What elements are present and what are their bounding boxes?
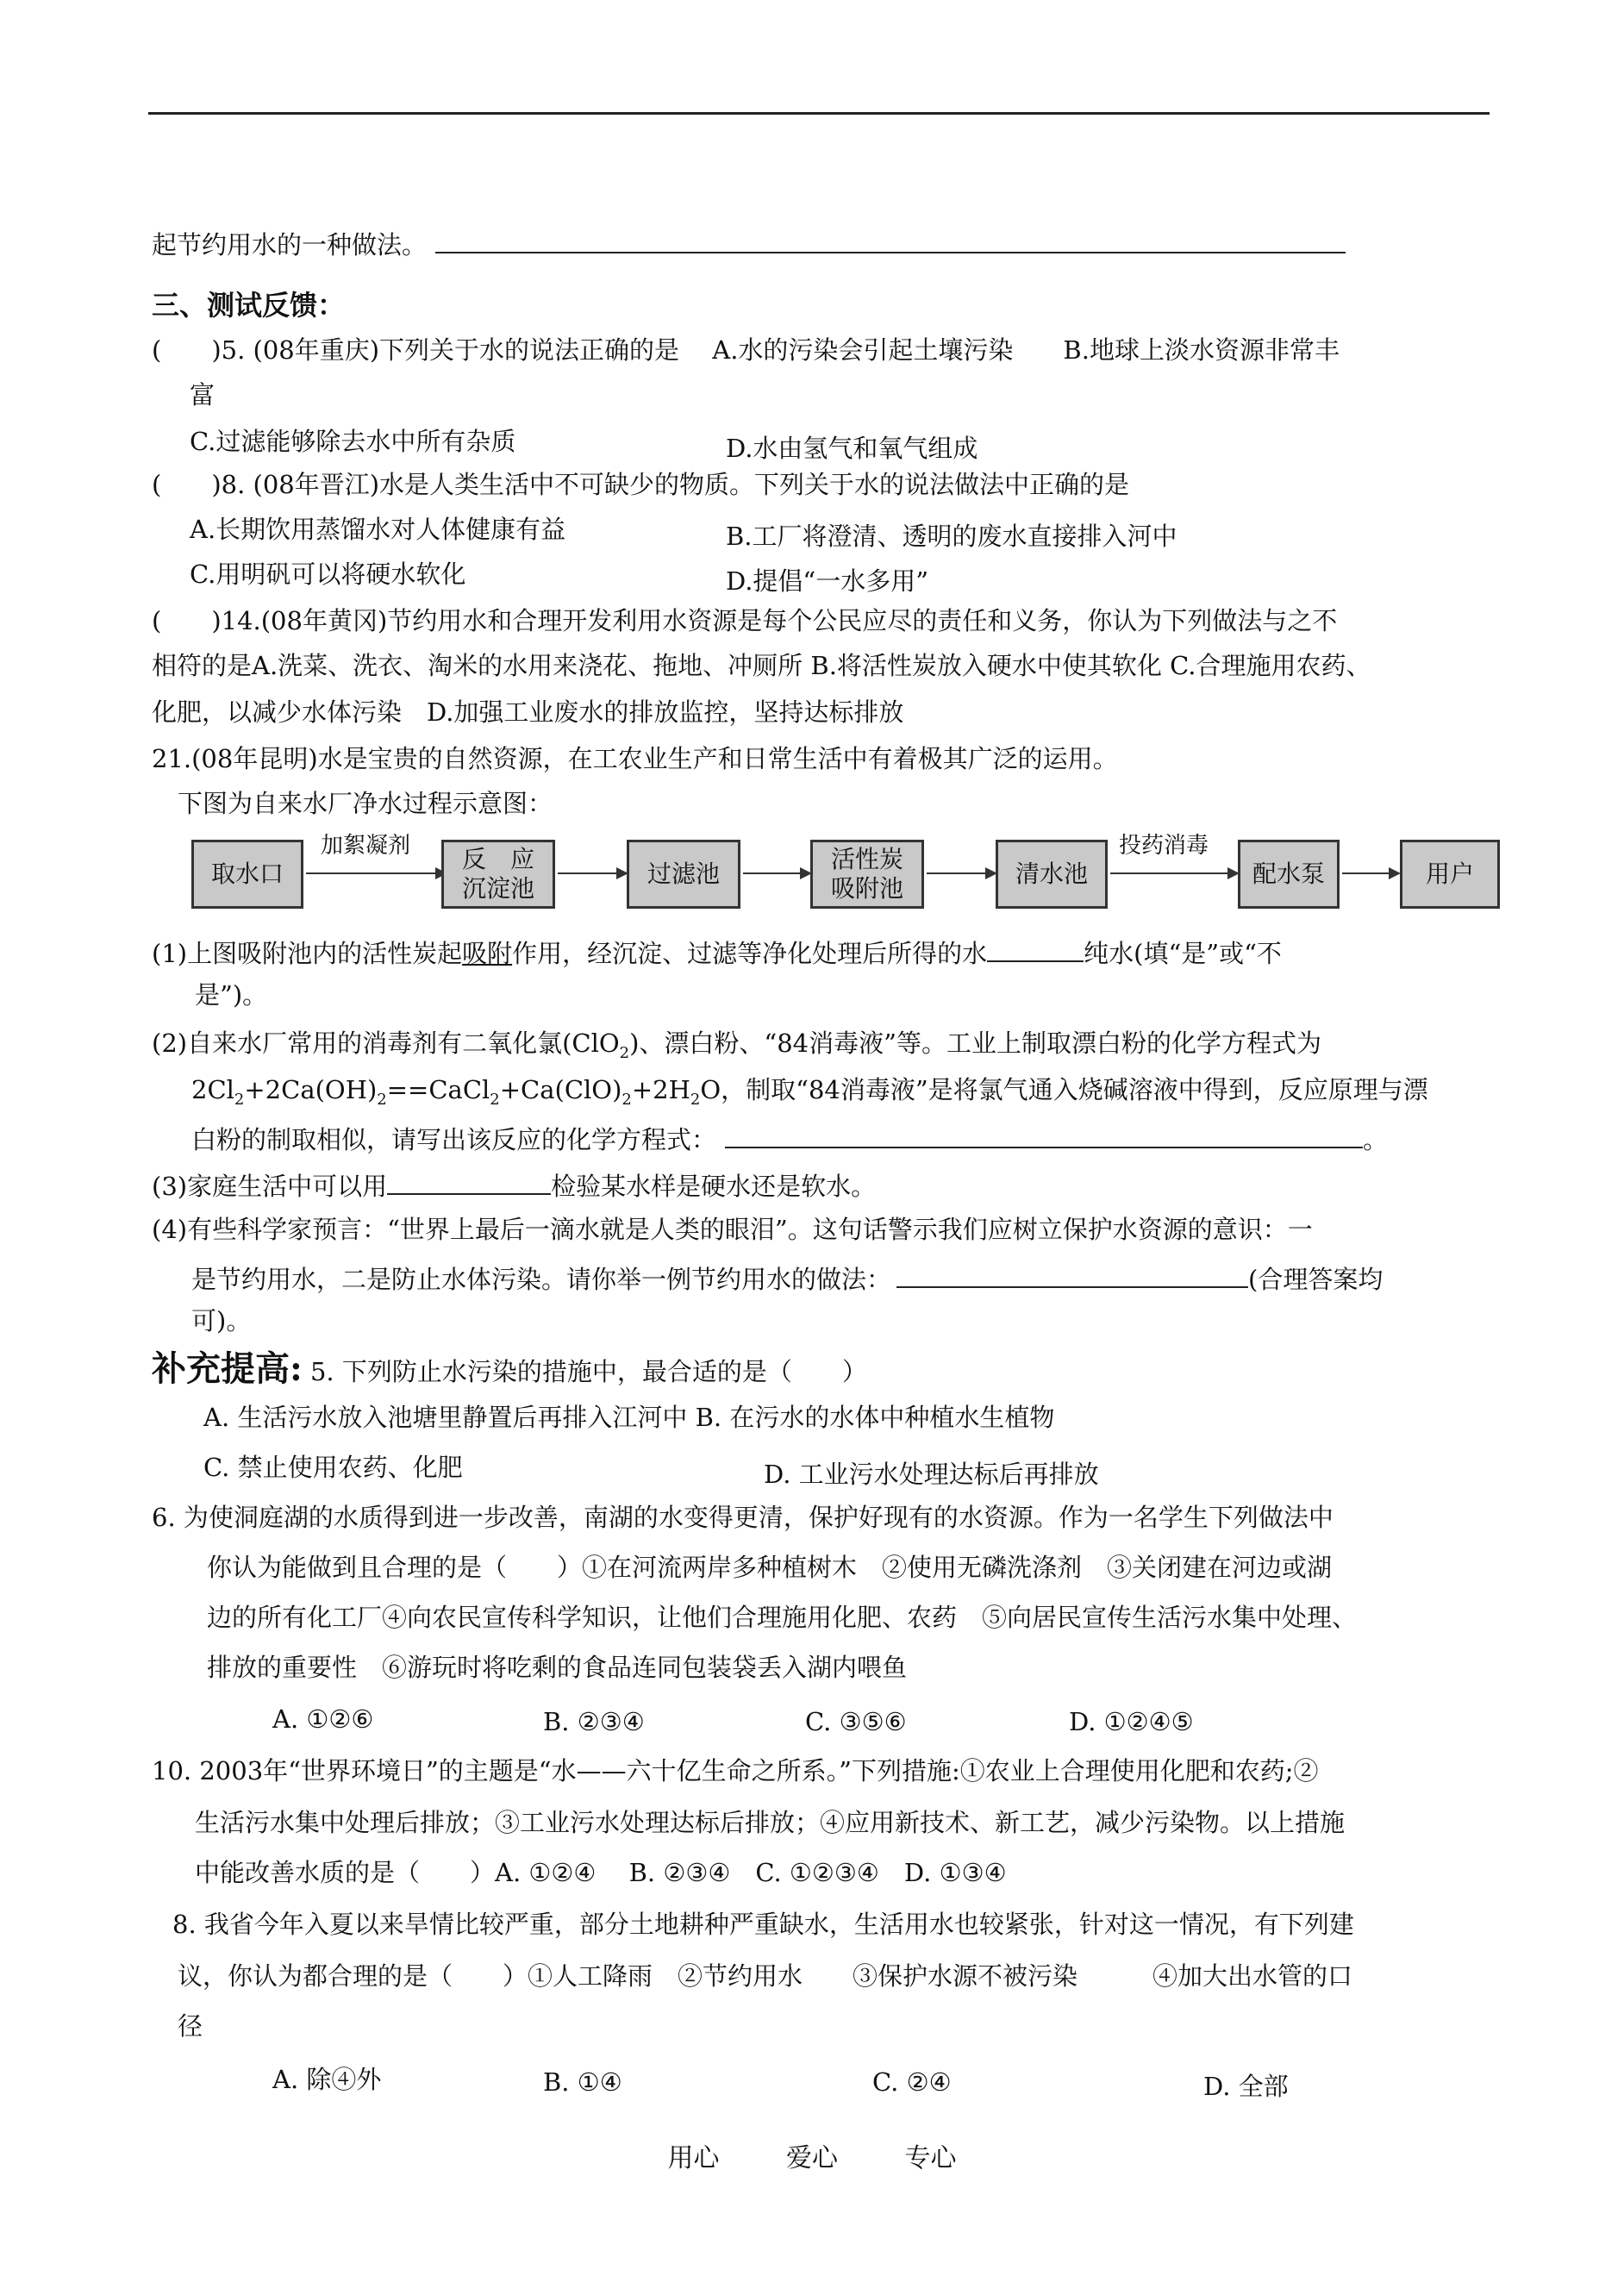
header-rule [148,112,1490,115]
flow-box-clear-water: 清水池 [996,840,1108,909]
water-treatment-flow-diagram [191,831,1474,919]
question-21-part2-line3: 白粉的制取相似，请写出该反应的化学方程式： 。 [191,1125,1389,1154]
supplement-q5-option-d: D. 工业污水处理达标后再排放 [764,1460,1099,1489]
answer-blank [896,1264,1248,1288]
question-5-option-c: C.过滤能够除去水中所有杂质 [190,427,516,456]
answer-blank [725,1124,1363,1148]
flow-arrow [1110,872,1238,874]
question-14-line2: 相符的是A.洗菜、洗衣、淘米的水用来浇花、拖地、冲厕所 B.将活性炭放入硬水中使其软化 C.合理施用农药、 [152,651,1371,680]
supplement-q10-line3: 中能改善水质的是（ ）A. ①②④ B. ②③④ C. ①②③④ D. ①③④ [195,1858,1007,1887]
supplement-q6-line4: 排放的重要性 ⑥游玩时将吃剩的食品连同包装袋丢入湖内喂鱼 [207,1653,908,1682]
supplement-q6-line3: 边的所有化工厂④向农民宣传科学知识，让他们合理施用化肥、农药 ⑤向居民宣传生活污水集中处理、 [207,1603,1358,1632]
question-21-part2-line1: (2)自来水厂常用的消毒剂有二氧化氯(ClO$_2$)、漂白粉、“84消毒液”等。工业上制取漂白粉的化学方程式为 [152,1029,1321,1062]
flow-arrow [558,872,627,874]
footer-motto: 爱心 [786,2143,838,2173]
question-21-part4-line1: (4)有些科学家预言：“世界上最后一滴水就是人类的眼泪”。这句话警示我们应树立保护水资源的意识：一 [152,1215,1313,1244]
flow-box-intake: 取水口 [191,840,303,909]
flow-arrow [743,872,810,874]
flow-box-pump: 配水泵 [1238,840,1340,909]
question-21-line2: 下图为自来水厂净水过程示意图： [178,789,553,818]
supplement-q8-option-c: C. ②④ [872,2067,952,2097]
flow-box-filter: 过滤池 [627,840,740,909]
continued-line: 起节约用水的一种做法。 [152,229,1346,258]
question-5-line1: ( )5. (08年重庆)下列关于水的说法正确的是 A.水的污染会引起土壤污染 B.地球上淡水资源非常丰 [152,335,1340,365]
flow-arrow-label: 投药消毒 [1119,833,1209,859]
question-5-option-d: D.水由氢气和氧气组成 [726,434,978,463]
question-21-part1-line2: 是”)。 [195,980,268,1010]
answer-blank [387,1171,551,1195]
section-heading: 三、测试反馈： [152,289,346,322]
flow-box-sedimentation: 反 应 沉淀池 [441,840,555,909]
supplement-heading: 补充提高: [152,1348,303,1389]
question-5-line2: 富 [190,380,215,410]
question-21-line1: 21.(08年昆明)水是宝贵的自然资源，在工农业生产和日常生活中有着极其广泛的运用。 [152,744,1118,773]
supplement-q8-option-d: D. 全部 [1203,2072,1289,2101]
supplement-q10-line1: 10. 2003年“世界环境日”的主题是“水——六十亿生命之所系。”下列措施:①农业上合理使用化肥和农药;② [152,1756,1319,1785]
page-footer [0,2136,1624,2174]
supplement-q6-line1: 6. 为使洞庭湖的水质得到进一步改善，南湖的水变得更清，保护好现有的水资源。作为一名学生下列做法中 [152,1503,1334,1532]
supplement-q8-line2: 议，你认为都合理的是（ ）①人工降雨 ②节约用水 ③保护水源不被污染 ④加大出水管的口 [178,1961,1353,1991]
supplement-q6-option-c: C. ③⑤⑥ [805,1707,907,1736]
flow-arrow [1342,872,1399,874]
footer-motto: 用心 [667,2143,720,2173]
footer-motto: 专心 [904,2143,957,2173]
supplement-q5-option-c: C. 禁止使用农药、化肥 [203,1453,463,1482]
question-21-part3: (3)家庭生活中可以用 检验某水样是硬水还是软水。 [152,1172,877,1201]
flow-arrow [306,872,446,874]
question-8-option-a: A.长期饮用蒸馏水对人体健康有益 [190,515,566,544]
question-8-option-c: C.用明矾可以将硬水软化 [190,560,466,589]
supplement-q8-line3: 径 [178,2011,203,2041]
question-8-line1: ( )8. (08年晋江)水是人类生活中不可缺少的物质。下列关于水的说法做法中正确的是 [152,470,1130,499]
question-21-part4-line2: 是节约用水，二是防止水体污染。请你举一例节约用水的做法： (合理答案均 [191,1265,1384,1294]
supplement-q10-line2: 生活污水集中处理后排放；③工业污水处理达标后排放；④应用新技术、新工艺，减少污染物。以上措施 [195,1808,1346,1837]
supplement-q6-option-a: A. ①②⑥ [272,1704,374,1734]
flow-arrow-label: 加絮凝剂 [321,833,411,859]
supplement-q6-option-d: D. ①②④⑤ [1069,1707,1194,1736]
supplement-q5-option-ab: A. 生活污水放入池塘里静置后再排入江河中 B. 在污水的水体中种植水生植物 [203,1403,1055,1432]
supplement-q5-stem: 补充提高: 5. 下列防止水污染的措施中，最合适的是（ ） [152,1348,867,1389]
question-21-part1: (1)上图吸附池内的活性炭起吸附作用，经沉淀、过滤等净化处理后所得的水 纯水(填“是”或“不 [152,939,1282,968]
question-21-part4-line3: 可)。 [191,1306,252,1335]
supplement-q6-line2: 你认为能做到且合理的是（ ）①在河流两岸多种植树木 ②使用无磷洗涤剂 ③关闭建在河边或湖 [207,1553,1333,1582]
supplement-q8-option-b: B. ①④ [543,2067,622,2097]
flow-arrow [927,872,996,874]
answer-blank [435,229,1346,253]
flow-box-user: 用户 [1400,840,1500,909]
supplement-q8-line1: 8. 我省今年入夏以来旱情比较严重，部分土地耕种严重缺水，生活用水也较紧张，针对这一情况，有下列建 [172,1910,1354,1939]
question-8-option-d: D.提倡“一水多用” [726,566,929,596]
flow-box-carbon: 活性炭 吸附池 [810,840,924,909]
question-14-line1: ( )14.(08年黄冈)节约用水和合理开发利用水资源是每个公民应尽的责任和义务，你认为下列做法与之不 [152,606,1338,635]
supplement-q6-option-b: B. ②③④ [543,1707,645,1736]
question-8-option-b: B.工厂将澄清、透明的废水直接排入河中 [726,522,1177,551]
question-21-part2-equation: $2Cl_2+2Ca(OH)_2==CaCl_2+Ca(ClO)_2+2H_2O$，制取“84消毒液”是将氯气通入烧碱溶液中得到，反应原理与漂 [191,1075,1428,1109]
supplement-q8-option-a: A. 除④外 [272,2065,382,2094]
question-14-line3: 化肥，以减少水体污染 D.加强工业废水的排放监控，坚持达标排放 [152,697,904,727]
answer-blank [987,938,1084,962]
